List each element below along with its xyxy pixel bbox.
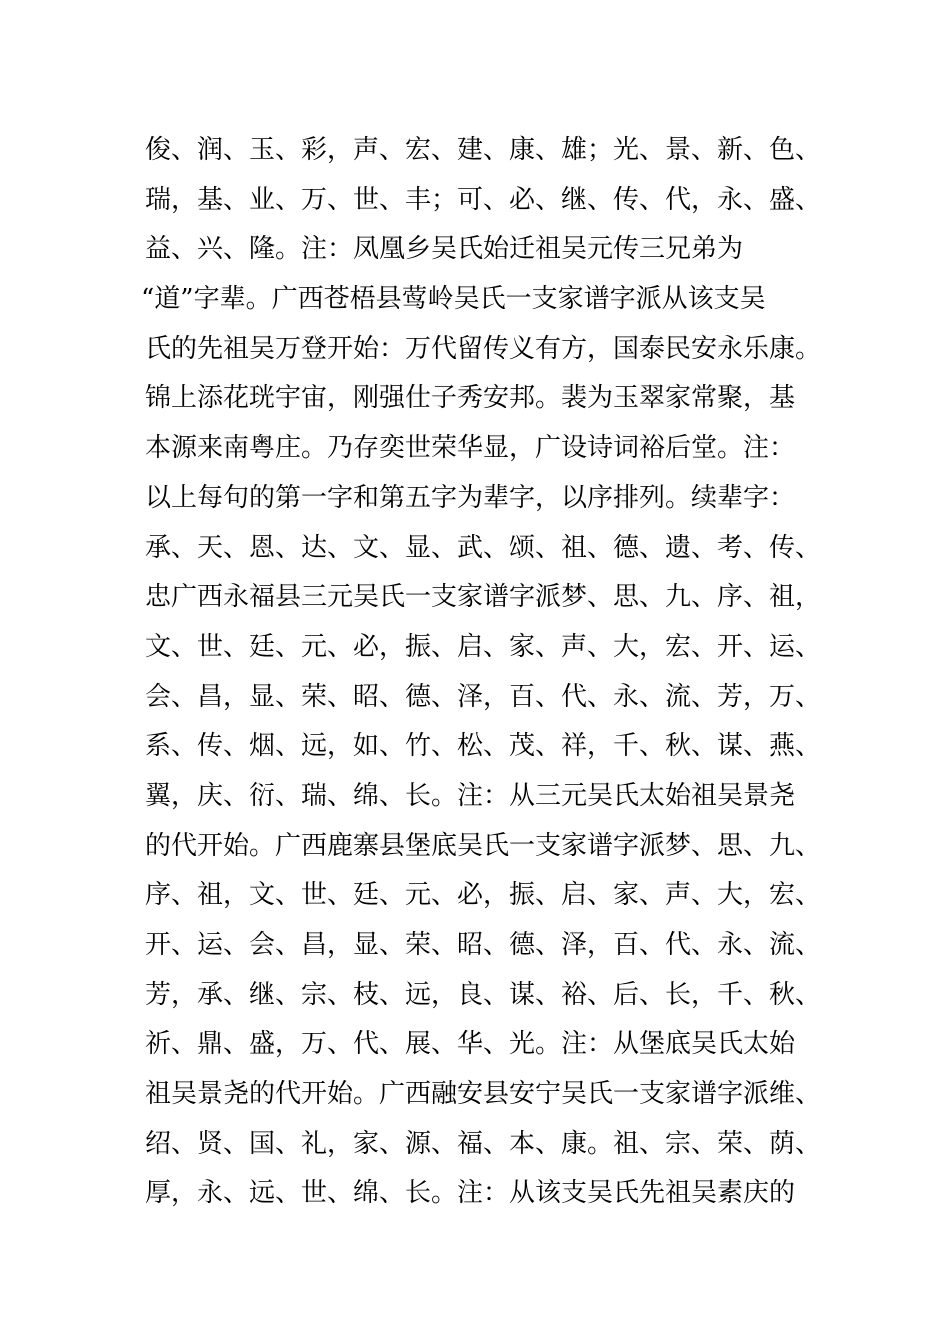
text-line: 翼，庆、衍、瑞、绵、长。注：从三元吴氏太始祖吴景尧 [145, 780, 796, 811]
text-line: “道”字辈。广西苍梧县莺岭吴氏一支家谱字派从该支吴 [141, 284, 766, 315]
text-line: 的代开始。广西鹿寨县堡底吴氏一支家谱字派梦、思、九、 [145, 830, 822, 861]
text-line: 绍、贤、国、礼，家、源、福、本、康。祖、宗、荣、荫、 [145, 1128, 822, 1159]
text-line: 开、运、会、昌，显、荣、昭、德、泽，百、代、永、流、 [145, 930, 822, 960]
text-line: 氏的先祖吴万登开始：万代留传义有方，国泰民安永乐康。 [145, 333, 822, 364]
text-line: 锦上添花珖宇宙，刚强仕子秀安邦。裴为玉翠家常聚，基 [145, 383, 796, 414]
text-line: 序、祖，文、世、廷、元、必，振、启、家、声、大，宏、 [145, 880, 822, 911]
text-line: 祈、鼎、盛，万、代、展、华、光。注：从堡底吴氏太始 [145, 1029, 796, 1060]
text-line: 俊、润、玉、彩，声、宏、建、康、雄；光、景、新、色、 [145, 135, 822, 165]
text-line: 益、兴、隆。注：凤凰乡吴氏始迁祖吴元传三兄弟为 [145, 234, 744, 265]
text-line: 本源来南粤庄。乃存奕世荣华显，广设诗词裕后堂。注： [145, 433, 796, 464]
text-line: 芳，承、继、宗、枝、远，良、谋、裕、后、长，千、秋、 [145, 979, 822, 1010]
text-line: 忠广西永福县三元吴氏一支家谱字派梦、思、九、序、祖， [145, 582, 822, 613]
body-text [141, 126, 822, 1219]
text-line: 文、世、廷、元、必，振、启、家、声、大，宏、开、运、 [145, 631, 822, 662]
text-line: 祖吴景尧的代开始。广西融安县安宁吴氏一支家谱字派维、 [145, 1079, 822, 1110]
text-line: 瑞，基、业、万、世、丰；可、必、继、传、代，永、盛、 [145, 184, 822, 215]
text-line: 系、传、烟、远，如、竹、松、茂、祥，千、秋、谋、燕、 [145, 731, 822, 762]
text-line: 以上每句的第一字和第五字为辈字，以序排列。续辈字： [145, 482, 796, 513]
text-line: 厚，永、远、世、绵、长。注：从该支吴氏先祖吴素庆的 [145, 1178, 796, 1209]
text-line: 会、昌，显、荣、昭、德、泽，百、代、永、流、芳，万、 [145, 681, 822, 712]
text-line: 承、天、恩、达、文、显、武、颂、祖、德、遗、考、传、 [145, 532, 822, 563]
